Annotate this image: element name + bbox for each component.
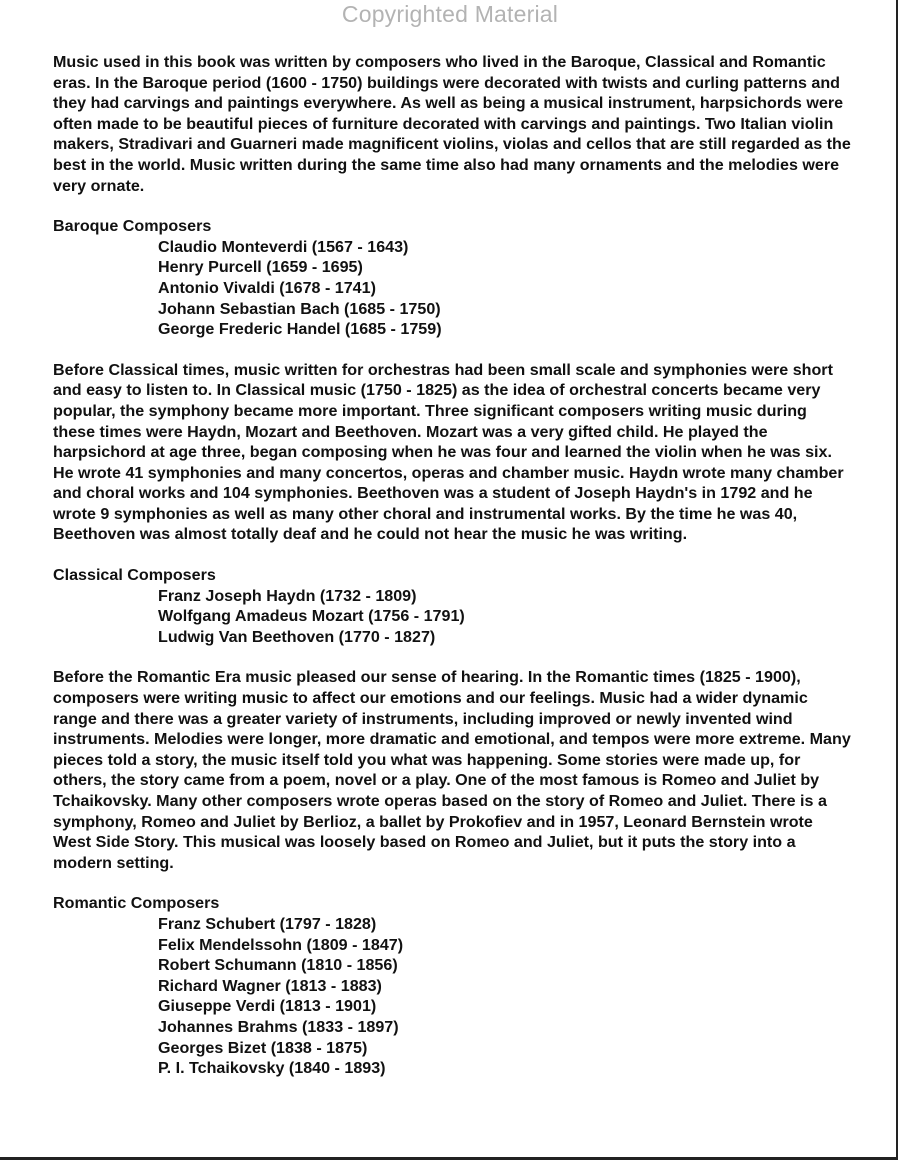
baroque-heading: Baroque Composers: [53, 217, 212, 236]
composer-item: Claudio Monteverdi (1567 - 1643): [158, 237, 409, 256]
baroque-composer-list: [53, 237, 853, 340]
romantic-paragraph: Before the Romantic Era music pleased our sense of hearing. In the Romantic times (1825 - 1900), composers were writing music to affect our emotions and our feelings. Music had a wider dynamic range and there was a greater variety of instruments, including improved or newly invented wind instruments. Melodies were longer, more dramatic and emotional, and tempos were more extreme. Many pieces told a story, the music itself told you what was happening. Some stories were made up, for others, the story came from a poem, novel or a play. One of the most famous is Romeo and Juliet by Tchaikovsky. Many other composers wrote operas based on the story of Romeo and Juliet. There is a symphony, Romeo and Juliet by Berlioz, a ballet by Prokofiev and in 1957, Leonard Bernstein wrote West Side Story. This musical was loosely based on Romeo and Juliet, but it puts the story into a modern setting.: [53, 668, 851, 872]
composer-item: Franz Joseph Haydn (1732 - 1809): [158, 586, 417, 605]
composer-item: Ludwig Van Beethoven (1770 - 1827): [158, 627, 436, 646]
composer-item: Richard Wagner (1813 - 1883): [158, 976, 382, 995]
classical-composer-list: [53, 586, 853, 648]
composer-item: George Frederic Handel (1685 - 1759): [158, 320, 442, 339]
copyright-watermark: Copyrighted Material: [341, 1, 559, 27]
composer-item: Wolfgang Amadeus Mozart (1756 - 1791): [158, 607, 465, 626]
romantic-heading: Romantic Composers: [53, 894, 220, 913]
classical-paragraph: Before Classical times, music written for orchestras had been small scale and symphonies were short and easy to listen to. In Classical music (1750 - 1825) as the idea of orchestral concerts became very popular, the symphony became more important. Three significant composers writing music during these times were Haydn, Mozart and Beethoven. Mozart was a very gifted child. He played the harpsichord at age three, began composing when he was four and learned the violin when he was six. He wrote 41 symphonies and many concertos, operas and chamber music. Haydn wrote many chamber and choral works and 104 symphonies. Beethoven was a student of Joseph Haydn's in 1792 and he wrote 9 symphonies as well as many other choral and instrumental works. By the time he was 40, Beethoven was almost totally deaf and he could not hear the music he was writing.: [53, 360, 844, 544]
composer-item: P. I. Tchaikovsky (1840 - 1893): [158, 1059, 386, 1078]
composer-item: Georges Bizet (1838 - 1875): [158, 1038, 368, 1057]
composer-item: Giuseppe Verdi (1813 - 1901): [158, 997, 377, 1016]
composer-item: Johann Sebastian Bach (1685 - 1750): [158, 299, 441, 318]
composer-item: Felix Mendelssohn (1809 - 1847): [158, 935, 404, 954]
composer-item: Robert Schumann (1810 - 1856): [158, 956, 398, 975]
composer-item: Antonio Vivaldi (1678 - 1741): [158, 278, 376, 297]
composer-item: Franz Schubert (1797 - 1828): [158, 914, 377, 933]
composer-item: Johannes Brahms (1833 - 1897): [158, 1017, 399, 1036]
romantic-composer-list: [53, 914, 853, 1079]
intro-paragraph: Music used in this book was written by composers who lived in the Baroque, Classical and Romantic eras. In the Baroque period (1600 - 1750) buildings were decorated with twists and curling patterns and they had carvings and paintings everywhere. As well as being a musical instrument, harpsichords were often made to be beautiful pieces of furniture decorated with carvings and paintings. Two Italian violin makers, Stradivari and Guarneri made magnificent violins, violas and cellos that are still regarded as the best in the world. Music written during the same time also had many ornaments and the melodies were very ornate.: [53, 53, 851, 195]
page-content: [53, 52, 853, 1099]
composer-item: Henry Purcell (1659 - 1695): [158, 258, 363, 277]
classical-heading: Classical Composers: [53, 566, 216, 585]
